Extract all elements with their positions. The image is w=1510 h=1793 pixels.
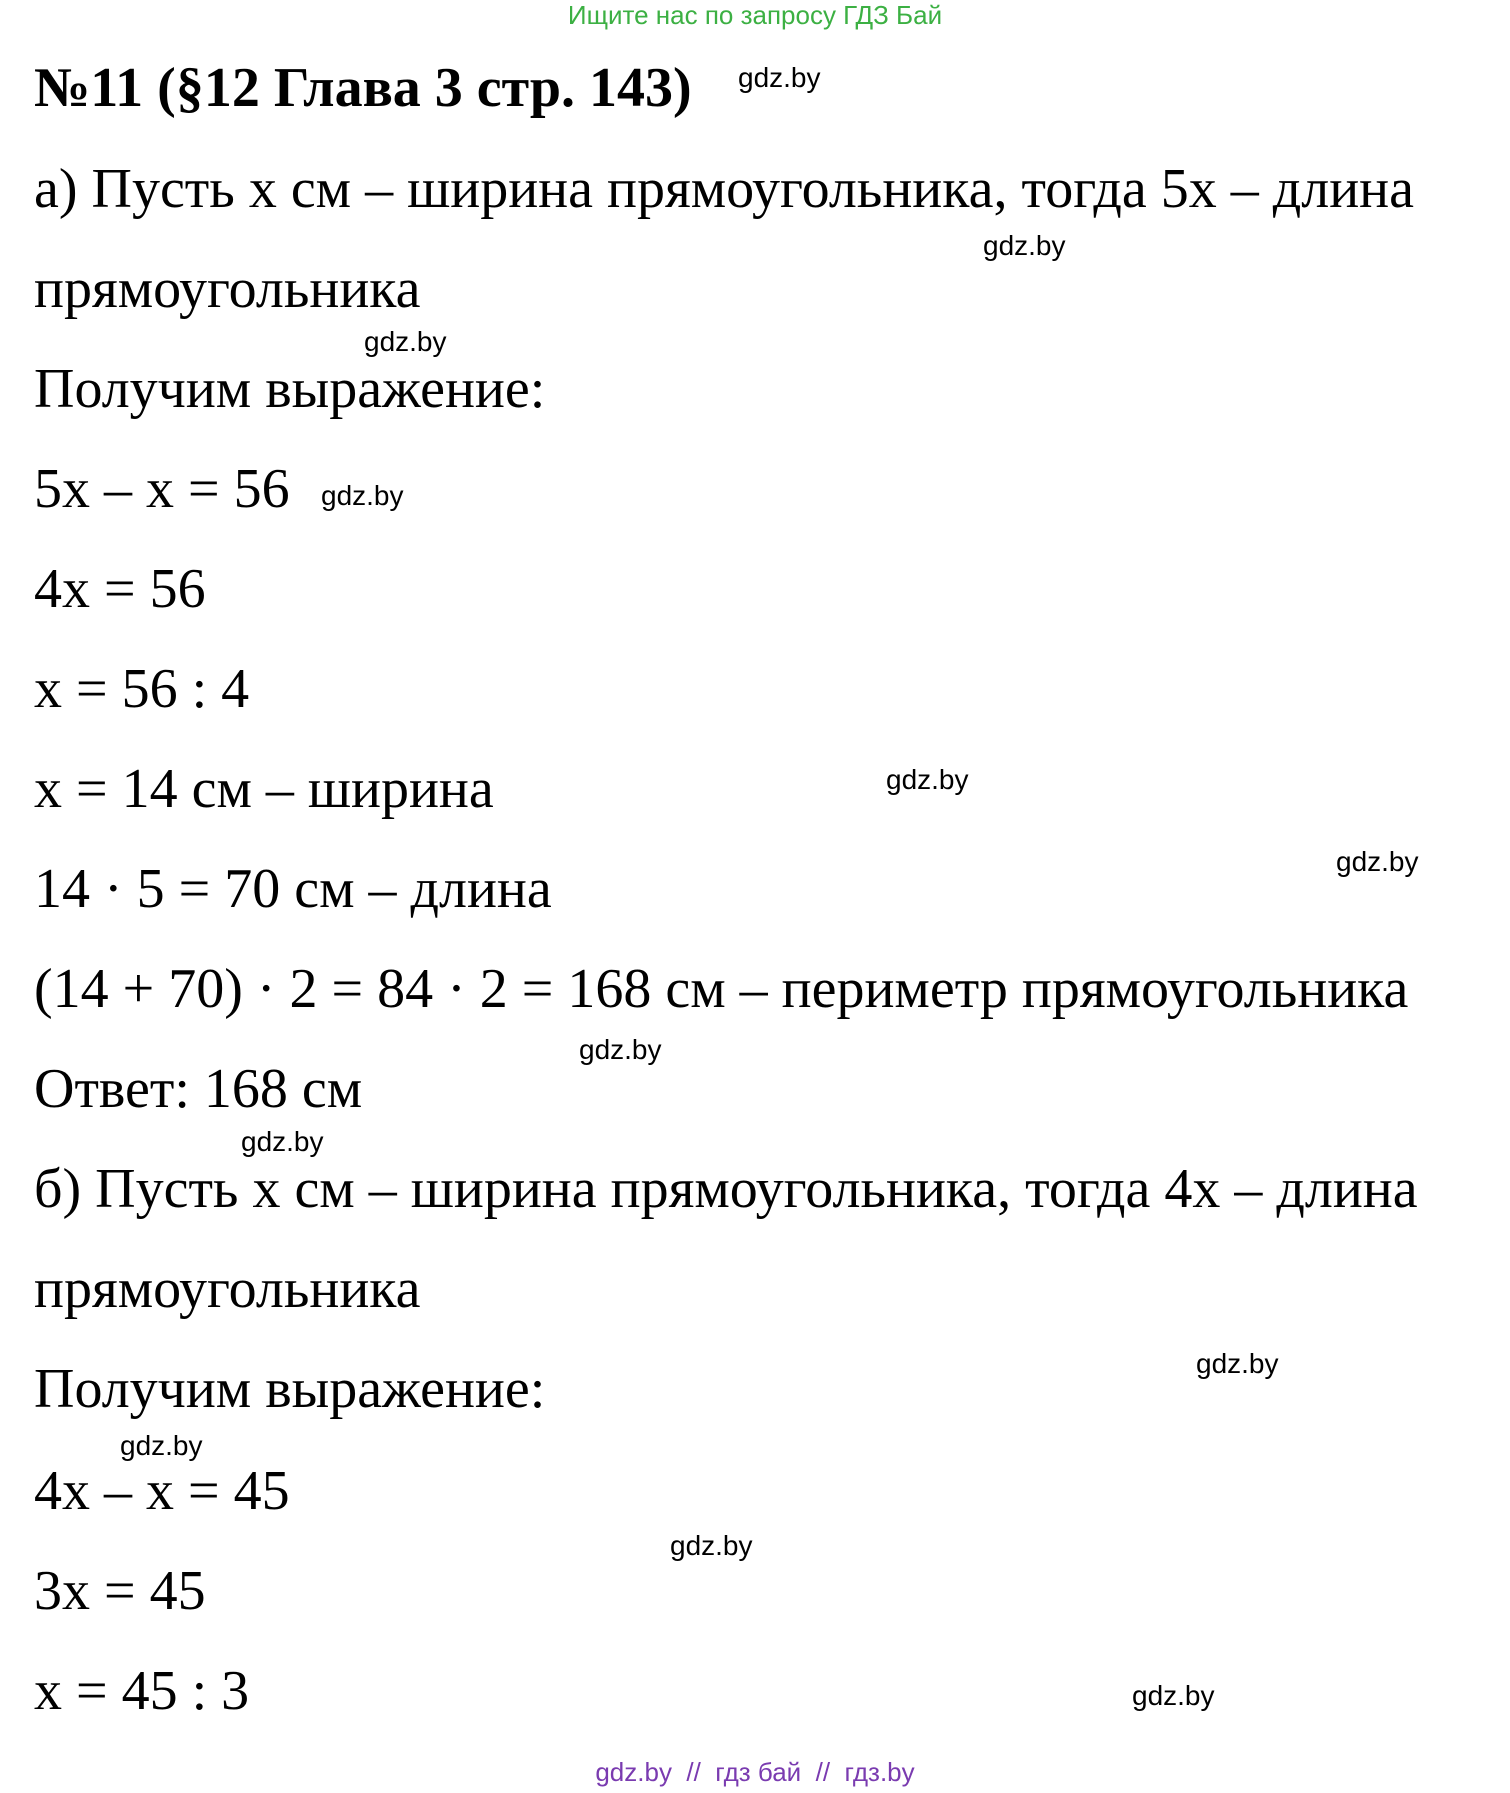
watermark: gdz.by [579,1034,662,1065]
part-a-equation-4: х = 14 см – ширина [34,758,494,820]
part-a-line-2: прямоугольника [34,258,421,320]
footer-links[interactable]: gdz.by // гдз бай // гдз.by [595,1757,915,1787]
watermark: gdz.by [1132,1680,1215,1711]
part-b-line-1: б) Пусть х см – ширина прямоугольника, тогда 4х – длина [34,1158,1418,1220]
page-title: №11 (§12 Глава 3 стр. 143) [34,57,692,119]
part-a-line-3: Получим выражение: [34,358,546,420]
part-a-equation-2: 4х = 56 [34,558,206,620]
watermark: gdz.by [886,764,969,795]
watermark: gdz.by [1196,1348,1279,1379]
part-a-equation-1: 5х – х = 56 [34,458,290,520]
part-b-equation-1: 4х – х = 45 [34,1460,290,1522]
part-b-equation-3: х = 45 : 3 [34,1660,250,1722]
watermark: gdz.by [120,1430,203,1461]
part-a-equation-5: 14 · 5 = 70 см – длина [34,858,552,920]
part-b-line-3: Получим выражение: [34,1358,546,1420]
watermark: gdz.by [1336,846,1419,877]
part-b-line-2: прямоугольника [34,1258,421,1320]
part-a-answer: Ответ: 168 см [34,1058,363,1120]
part-b-equation-2: 3х = 45 [34,1560,206,1622]
part-a-equation-3: х = 56 : 4 [34,658,250,720]
watermark: gdz.by [670,1530,753,1561]
part-a-equation-6: (14 + 70) · 2 = 84 · 2 = 168 см – периметр прямоугольника [34,958,1409,1020]
watermark: gdz.by [983,230,1066,261]
watermark: gdz.by [738,62,821,93]
part-a-line-1: а) Пусть х см – ширина прямоугольника, тогда 5х – длина [34,158,1414,220]
watermark: gdz.by [241,1126,324,1157]
watermark: gdz.by [364,326,447,357]
watermark: gdz.by [321,480,404,511]
search-banner[interactable]: Ищите нас по запросу ГДЗ Бай [567,0,943,30]
